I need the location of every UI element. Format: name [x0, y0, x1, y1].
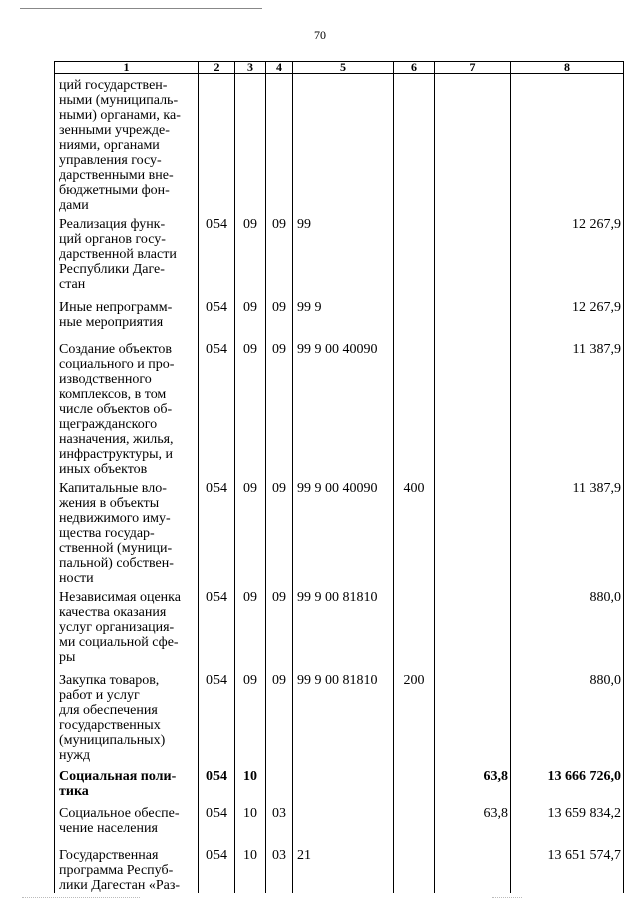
item-name-line: ми социальной сфе- — [59, 635, 179, 650]
total-amount-cell: 11 387,9 — [511, 477, 624, 586]
ministry-code-cell: 054 — [199, 802, 235, 844]
section-code-cell: 09 — [235, 296, 266, 338]
total-amount-cell: 880,0 — [511, 586, 624, 669]
item-name-line: ными) органами, ка- — [59, 108, 181, 123]
item-name-line: Независимая оценка — [59, 590, 181, 605]
expense-type-cell: 200 — [394, 669, 435, 765]
item-name-line: Иные непрограмм- — [59, 300, 173, 315]
expense-type-cell — [394, 802, 435, 844]
item-name-cell — [55, 669, 199, 765]
section-code-cell — [235, 74, 266, 214]
section-code-cell: 10 — [235, 844, 266, 893]
target-article-cell: 99 9 00 81810 — [293, 586, 394, 669]
expense-type-cell — [394, 296, 435, 338]
column-header: 3 — [235, 62, 266, 74]
target-article-cell — [293, 74, 394, 214]
item-name-line: дарственными вне- — [59, 168, 174, 183]
total-amount-cell: 13 651 574,7 — [511, 844, 624, 893]
total-amount-cell: 12 267,9 — [511, 213, 624, 296]
table-row — [55, 669, 624, 765]
item-name-cell — [55, 586, 199, 669]
expense-type-cell — [394, 765, 435, 802]
item-name-line: ций государствен- — [59, 78, 168, 93]
subvention-amount-cell — [435, 74, 511, 214]
item-name-cell — [55, 802, 199, 844]
subvention-amount-cell: 63,8 — [435, 765, 511, 802]
item-name-line: Капитальные вло- — [59, 481, 167, 496]
scan-mark — [492, 897, 522, 898]
item-name-cell — [55, 477, 199, 586]
page-number: 70 — [314, 28, 326, 42]
subvention-amount-cell — [435, 338, 511, 477]
expense-type-cell — [394, 338, 435, 477]
item-name-line: ций органов госу- — [59, 232, 166, 247]
item-name-cell — [55, 765, 199, 802]
target-article-cell: 21 — [293, 844, 394, 893]
budget-table — [54, 61, 624, 893]
section-code-cell: 09 — [235, 338, 266, 477]
ministry-code-cell: 054 — [199, 338, 235, 477]
scan-mark — [22, 897, 140, 898]
ministry-code-cell — [199, 74, 235, 214]
item-name-line: социального и про- — [59, 357, 175, 372]
item-name-line: ными (муниципаль- — [59, 93, 179, 108]
table-row — [55, 213, 624, 296]
ministry-code-cell: 054 — [199, 844, 235, 893]
column-header: 8 — [511, 62, 624, 74]
item-name-cell — [55, 213, 199, 296]
subvention-amount-cell — [435, 213, 511, 296]
item-name-line: Закупка товаров, — [59, 673, 160, 688]
column-header: 2 — [199, 62, 235, 74]
item-name-line: щества государ- — [59, 526, 155, 541]
item-name-line: комплексов, в том — [59, 387, 167, 402]
total-amount-cell: 12 267,9 — [511, 296, 624, 338]
ministry-code-cell: 054 — [199, 296, 235, 338]
item-name-line: стан — [59, 277, 86, 292]
total-amount-cell — [511, 74, 624, 214]
target-article-cell: 99 9 00 40090 — [293, 477, 394, 586]
item-name-line: Государственная — [59, 848, 159, 863]
item-name-cell — [55, 296, 199, 338]
item-name-line: государственных — [59, 718, 161, 733]
table-row — [55, 586, 624, 669]
table-row — [55, 338, 624, 477]
item-name-line: назначения, жилья, — [59, 432, 174, 447]
section-code-cell: 09 — [235, 477, 266, 586]
item-name-line: качества оказания — [59, 605, 167, 620]
item-name-line: ниями, органами — [59, 138, 160, 153]
item-name-line: бюджетными фон- — [59, 183, 170, 198]
item-name-line: тика — [59, 784, 89, 799]
item-name-line: Социальная поли- — [59, 769, 177, 784]
subsection-code-cell — [266, 74, 293, 214]
item-name-line: ственной (муници- — [59, 541, 173, 556]
item-name-line: Социальное обеспе- — [59, 806, 180, 821]
ministry-code-cell: 054 — [199, 477, 235, 586]
total-amount-cell: 13 659 834,2 — [511, 802, 624, 844]
expense-type-cell — [394, 74, 435, 214]
ministry-code-cell: 054 — [199, 669, 235, 765]
item-name-line: инфраструктуры, и — [59, 447, 174, 462]
item-name-line: дами — [59, 198, 89, 213]
subsection-code-cell: 09 — [266, 296, 293, 338]
expense-type-cell — [394, 844, 435, 893]
subsection-code-cell: 09 — [266, 669, 293, 765]
item-name-line: недвижимого иму- — [59, 511, 171, 526]
ministry-code-cell: 054 — [199, 765, 235, 802]
item-name-line: услуг организация- — [59, 620, 175, 635]
column-header: 6 — [394, 62, 435, 74]
section-code-cell: 10 — [235, 802, 266, 844]
item-name-cell — [55, 74, 199, 214]
subsection-code-cell: 03 — [266, 802, 293, 844]
item-name-line: дарственной власти — [59, 247, 177, 262]
expense-type-cell — [394, 586, 435, 669]
section-code-cell: 10 — [235, 765, 266, 802]
column-header: 5 — [293, 62, 394, 74]
subsection-code-cell: 03 — [266, 844, 293, 893]
item-name-line: изводственного — [59, 372, 152, 387]
item-name-line: ности — [59, 571, 94, 586]
item-name-line: нужд — [59, 748, 91, 763]
table-row — [55, 802, 624, 844]
item-name-line: числе объектов об- — [59, 402, 173, 417]
item-name-line: лики Дагестан «Раз- — [59, 878, 181, 893]
target-article-cell: 99 — [293, 213, 394, 296]
expense-type-cell: 400 — [394, 477, 435, 586]
subsection-code-cell: 09 — [266, 477, 293, 586]
total-amount-cell: 13 666 726,0 — [511, 765, 624, 802]
section-code-cell: 09 — [235, 669, 266, 765]
item-name-line: Реализация функ- — [59, 217, 166, 232]
target-article-cell: 99 9 — [293, 296, 394, 338]
table-row — [55, 74, 624, 214]
column-header: 4 — [266, 62, 293, 74]
item-name-line: для обеспечения — [59, 703, 158, 718]
subsection-code-cell: 09 — [266, 213, 293, 296]
ministry-code-cell: 054 — [199, 586, 235, 669]
item-name-cell — [55, 844, 199, 893]
item-name-line: (муниципальных) — [59, 733, 166, 748]
item-name-line: чение населения — [59, 821, 158, 836]
target-article-cell — [293, 802, 394, 844]
target-article-cell: 99 9 00 81810 — [293, 669, 394, 765]
target-article-cell — [293, 765, 394, 802]
item-name-line: управления госу- — [59, 153, 162, 168]
subsection-code-cell: 09 — [266, 586, 293, 669]
subvention-amount-cell — [435, 844, 511, 893]
item-name-line: щегражданского — [59, 417, 158, 432]
subvention-amount-cell — [435, 586, 511, 669]
table-row — [55, 296, 624, 338]
top-rule — [20, 8, 262, 9]
total-amount-cell: 880,0 — [511, 669, 624, 765]
item-name-line: Республики Даге- — [59, 262, 165, 277]
ministry-code-cell: 054 — [199, 213, 235, 296]
subvention-amount-cell — [435, 669, 511, 765]
item-name-line: иных объектов — [59, 462, 148, 477]
table-row — [55, 477, 624, 586]
item-name-cell — [55, 338, 199, 477]
item-name-line: жения в объекты — [59, 496, 160, 511]
item-name-line: Создание объектов — [59, 342, 173, 357]
column-header: 1 — [55, 62, 199, 74]
total-amount-cell: 11 387,9 — [511, 338, 624, 477]
item-name-line: работ и услуг — [59, 688, 140, 703]
column-header-row — [55, 62, 624, 74]
item-name-line: ры — [59, 650, 76, 665]
table-row — [55, 844, 624, 893]
item-name-line: пальной) собствен- — [59, 556, 174, 571]
subvention-amount-cell — [435, 296, 511, 338]
item-name-line: ные мероприятия — [59, 315, 164, 330]
subsection-code-cell — [266, 765, 293, 802]
section-code-cell: 09 — [235, 213, 266, 296]
subsection-code-cell: 09 — [266, 338, 293, 477]
item-name-line: программа Респуб- — [59, 863, 174, 878]
subvention-amount-cell — [435, 477, 511, 586]
expense-type-cell — [394, 213, 435, 296]
section-code-cell: 09 — [235, 586, 266, 669]
target-article-cell: 99 9 00 40090 — [293, 338, 394, 477]
subvention-amount-cell: 63,8 — [435, 802, 511, 844]
column-header: 7 — [435, 62, 511, 74]
item-name-line: зенными учрежде- — [59, 123, 170, 138]
table-row — [55, 765, 624, 802]
